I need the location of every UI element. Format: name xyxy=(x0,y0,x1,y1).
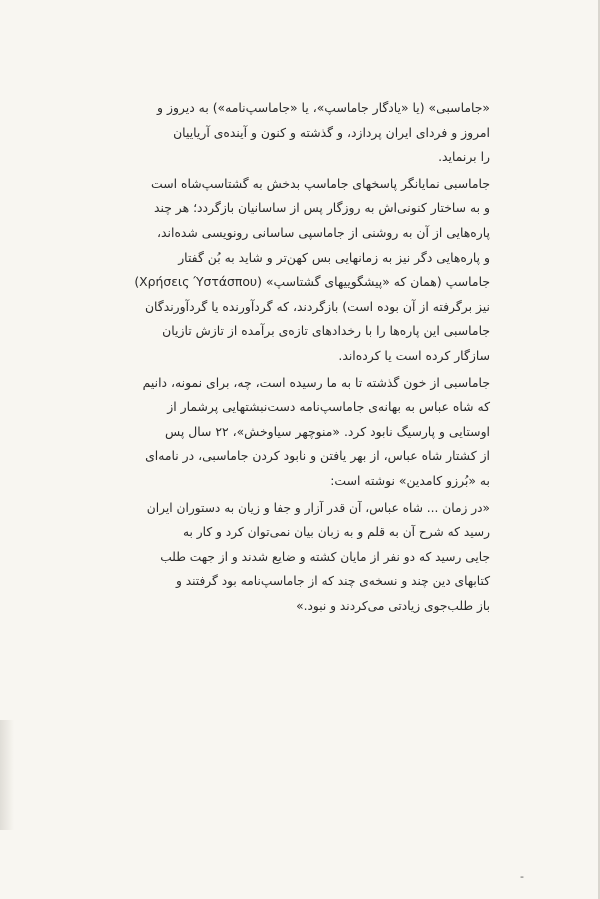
body-text xyxy=(134,96,490,618)
text-line: و به ساختار کنونی‌اش به روزگار پس از ساسانیان بازگردد؛ هر چند xyxy=(153,200,490,216)
paragraph-1 xyxy=(150,96,490,170)
page-mark: - xyxy=(520,870,524,883)
text-line: که شاه عباس به بهانه‌ی جاماسپ‌نامه دست‌نبشتهایی پرشمار از xyxy=(167,399,490,415)
binding-shadow xyxy=(0,720,14,830)
paragraph-2 xyxy=(134,172,490,369)
quotation-paragraph xyxy=(146,496,490,619)
text-line: پاره‌هایی از آن به روشنی از جاماسپی ساسانی رونویسی شده‌اند، xyxy=(157,224,490,240)
text-line: کتابهای دین چند و نسخه‌ی چند که از جاماسپ‌نامه بود گرفتند و xyxy=(175,574,490,589)
text-line: باز طلب‌جوی زیادتی می‌کردند و نبود.» xyxy=(296,598,490,613)
text-line: جاماسبی از خون گذشته تا به ما رسیده است، چه، برای نمونه، دانیم xyxy=(142,374,490,390)
text-line: اوستایی و پارسیگ نابود کرد. «منوچهر سیاوخش»، ۲۲ سال پس xyxy=(165,423,490,439)
text-line: به «بُرزو کامدین» نوشته است: xyxy=(330,472,490,488)
text-line: از کشتار شاه عباس، از بهر یافتن و نابود کردن جاماسبی، در نامه‌ای xyxy=(145,448,490,464)
text-line: جاماسپ (همان که «پیشگوییهای گشتاسپ» (Χρήσεις Ύστάσπου) xyxy=(134,274,490,290)
text-line: جاماسبی نمایانگر پاسخهای جاماسپ بدخش به گشتاسپ‌شاه است xyxy=(151,175,490,191)
text-line: و پاره‌هایی دگر نیز به زمانهایی بس کهن‌تر و شاید به بُن گفتار xyxy=(178,249,490,265)
text-line: سازگار کرده است یا کرده‌اند. xyxy=(338,347,490,363)
paragraph-3 xyxy=(142,371,490,494)
text-line: رسید که شرح آن به قلم و به زبان بیان نمی‌توان کرد و کار به xyxy=(182,525,490,540)
text-line: «در زمان ... شاه عباس، آن قدر آزار و جفا و زیان به دستوران ایران xyxy=(146,500,490,515)
text-line: جایی رسید که دو نفر از مایان کشته و ضایع شدند و از جهت طلب xyxy=(160,549,490,564)
text-line: را برنماید. xyxy=(438,149,490,165)
text-line: «جاماسبی» (یا «یادگار جاماسپ»، یا «جاماسپ‌نامه») به دیروز و xyxy=(157,100,490,115)
text-line: جاماسبی این پاره‌ها را با رخدادهای تازه‌ی برآمده از تازش تازیان xyxy=(162,323,490,339)
text-line: نیز برگرفته از آن بوده است) بازگردند، که گردآورنده یا گردآورندگان xyxy=(144,298,490,314)
text-line: امروز و فردای ایران پردازد، و گذشته و کنون و آینده‌ی آریاییان xyxy=(173,124,490,140)
